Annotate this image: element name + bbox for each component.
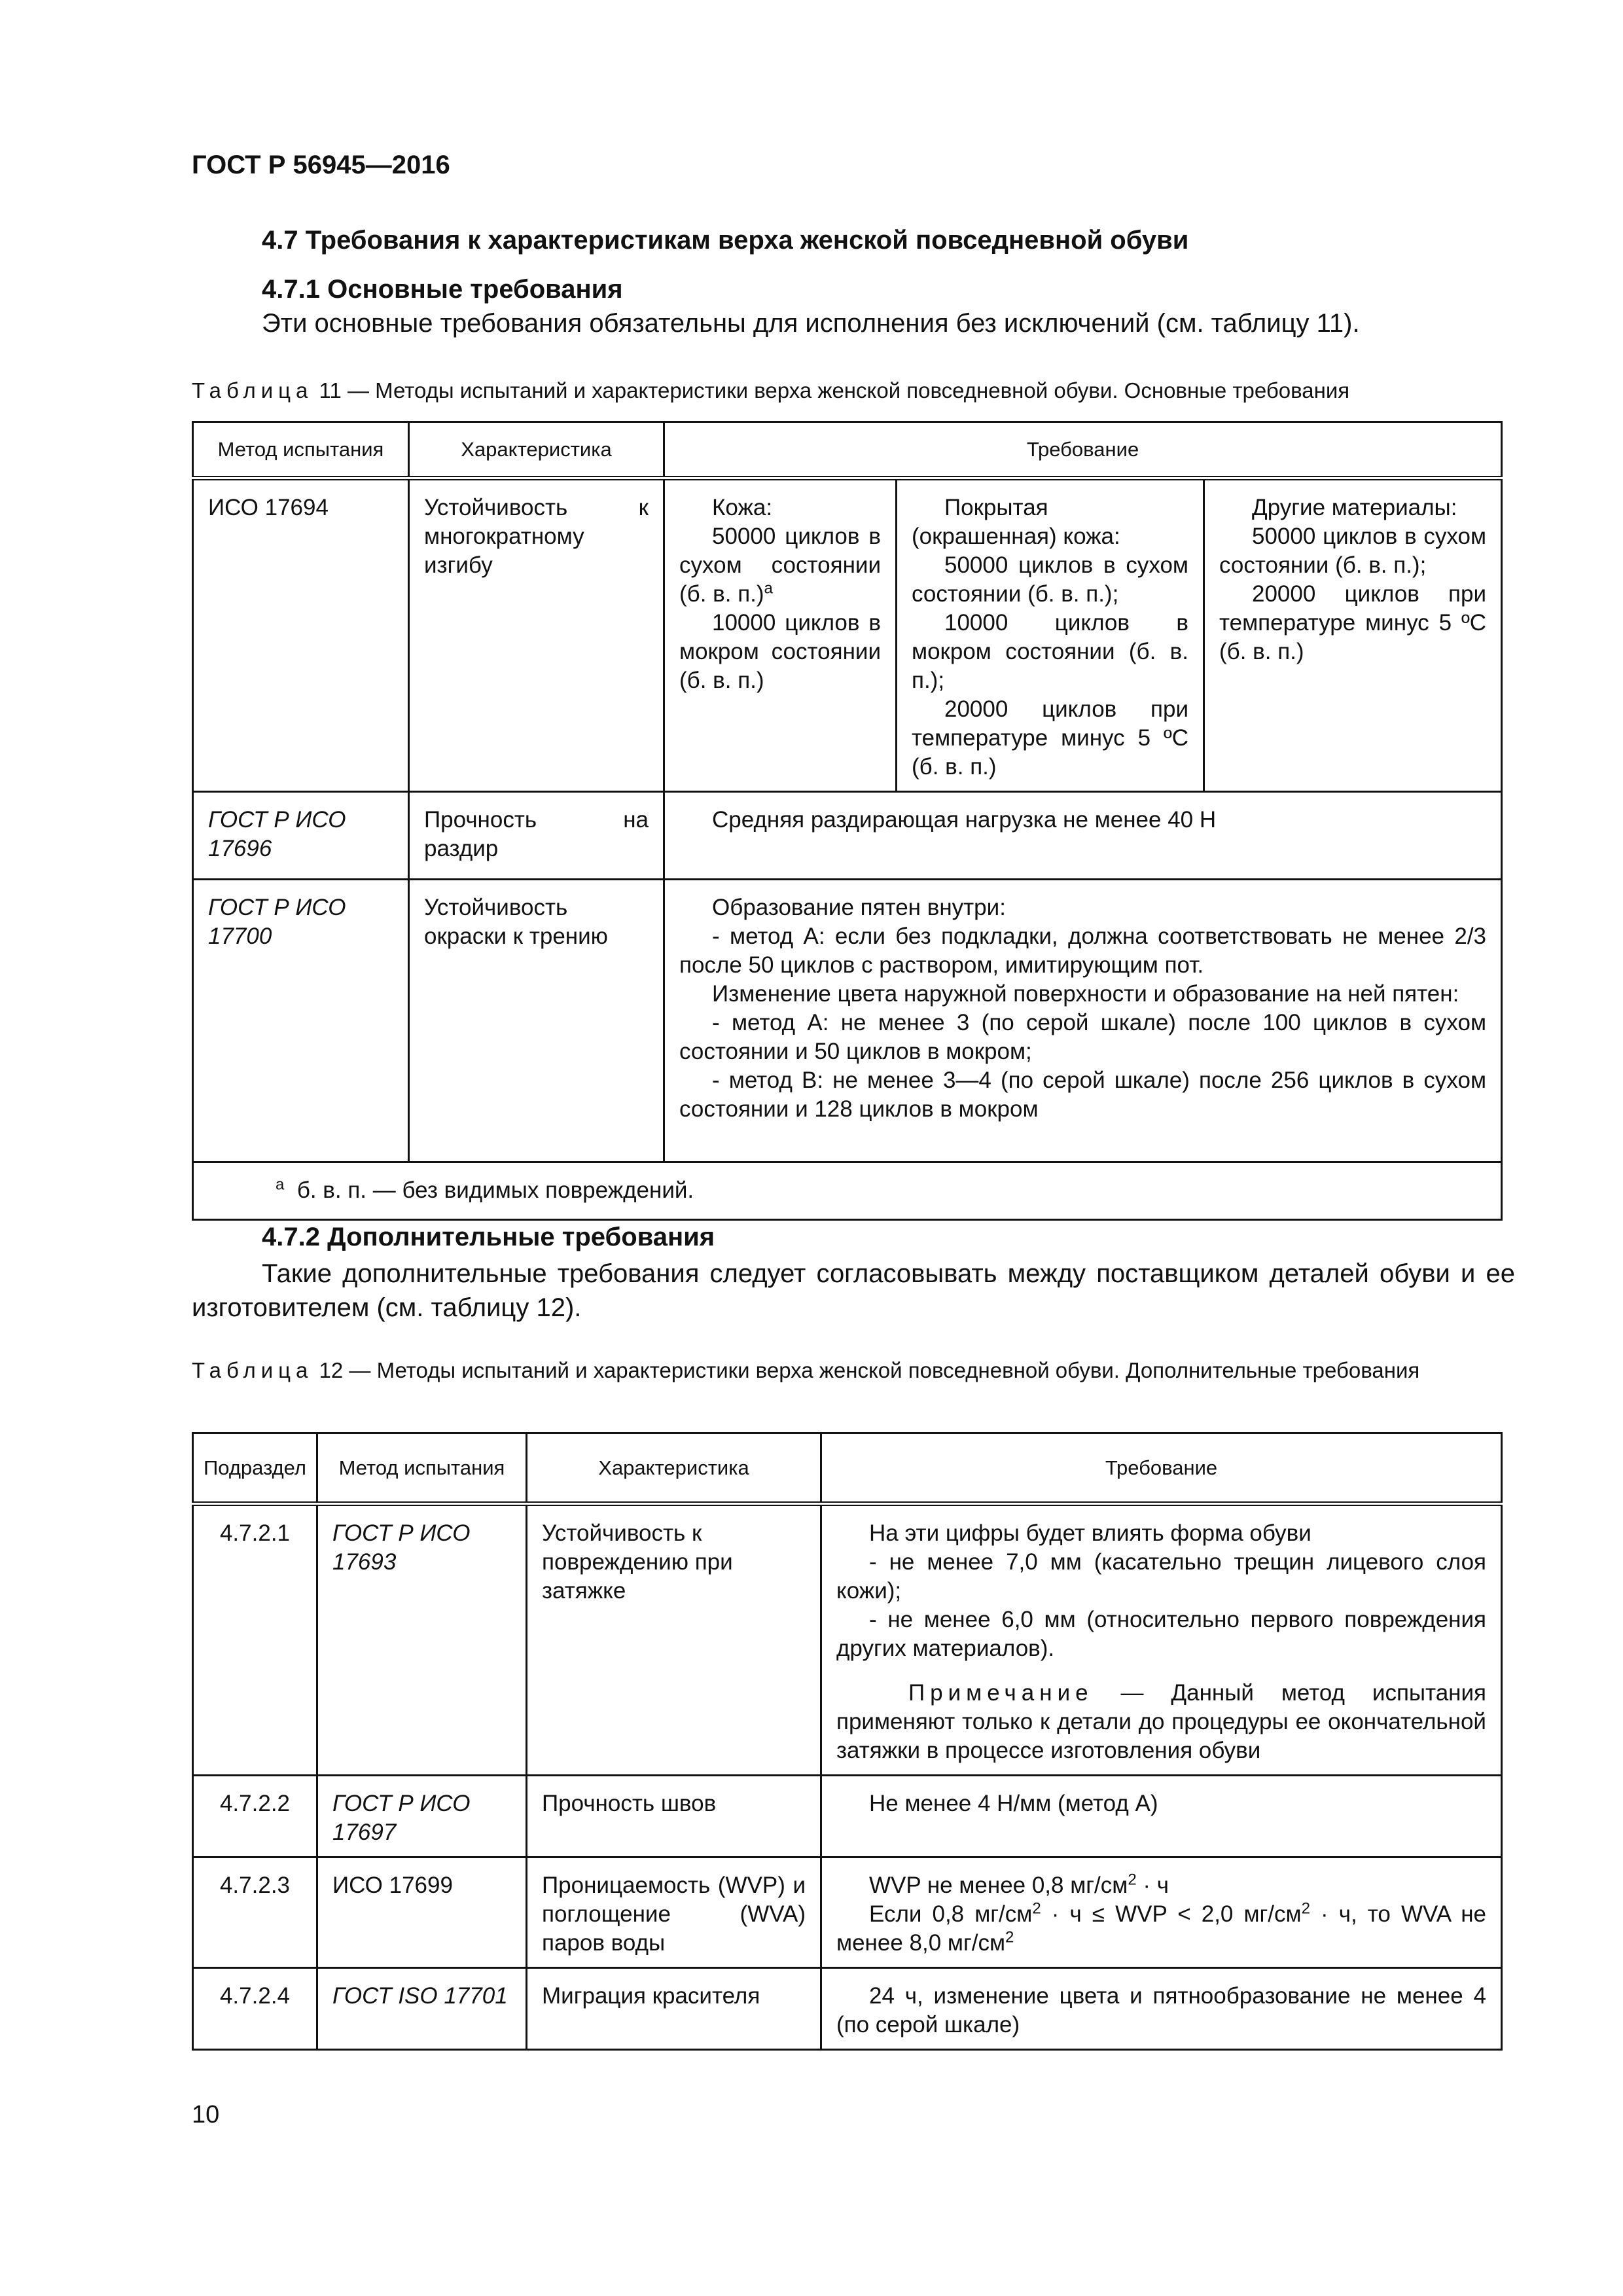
requirement-other-materials-cell: Другие материалы: 50000 циклов в сухом состоянии (б. в. п.); 20000 циклов при температуре минус 5 ºС (б. в. п.) [1204,478,1502,792]
table-11-footnote: $^а$ б. в. п. — без видимых повреждений. [193,1162,1502,1220]
section-4-7-1-title: 4.7.1 Основные требования [262,275,623,304]
table-12-header-subsection: Подраздел [193,1433,317,1504]
characteristic-cell: Прочность швов [527,1776,821,1857]
table-11-caption-text: 11 — Методы испытаний и характеристики верха женской повседневной обуви. Основные требования [313,378,1350,403]
requirement-leather-cell: Кожа: 50000 циклов в сухом состоянии (б. в. п.)$^а$ 10000 циклов в мокром состоянии (б. в. п.) [664,478,897,792]
method-cell: ГОСТ Р ИСО 17693 [317,1504,527,1776]
characteristic-cell: Прочность на раздир [409,792,664,880]
requirement-note: Примечание — Данный метод испытания применяют только к детали до процедуры ее окончательной затяжки в процессе изготовления обуви [836,1680,1486,1763]
requirement-cell: Не менее 4 Н/мм (метод А) [821,1776,1502,1857]
subsection-cell: 4.7.2.3 [193,1857,317,1968]
footnote-ref-mark: а [764,579,773,598]
table-row [193,1857,1502,1968]
method-cell: ИСО 17699 [317,1857,527,1968]
table-row [193,1968,1502,2050]
characteristic-cell: Устойчивость к повреждению при затяжке [527,1504,821,1776]
table-12-caption [192,1356,1515,1385]
requirement-cell: Средняя раздирающая нагрузка не менее 40 Н [664,792,1502,880]
table-12 [192,1432,1503,2051]
section-4-7-2-title: 4.7.2 Дополнительные требования [262,1223,715,1251]
section-4-7-2-text: Такие дополнительные требования следует согласовывать между поставщиком деталей обуви и ее изготовителем (см. таблицу 12). [192,1259,1515,1322]
subsection-cell: 4.7.2.4 [193,1968,317,2050]
method-cell: ИСО 17694 [193,478,409,792]
table-row [193,792,1502,880]
table-row [193,1504,1502,1776]
table-11-caption-label: Таблица [192,378,313,403]
table-11-header-characteristic: Характеристика [409,422,664,478]
characteristic-cell: Миграция красителя [527,1968,821,2050]
characteristic-cell: Устойчивость окраски к трению [409,880,664,1162]
requirement-cell: На эти цифры будет влиять форма обуви - не менее 7,0 мм (касательно трещин лицевого слоя кожи); - не менее 6,0 мм (относительно первого повреждения других материалов). Примечание — Данный метод испытания применяют только к детали до процедуры ее окончательной затяжки в процессе изготовления обуви [821,1504,1502,1776]
requirement-cell: 24 ч, изменение цвета и пятнообразование не менее 4 (по серой шкале) [821,1968,1502,2050]
table-11-caption [192,376,1515,405]
table-12-caption-label: Таблица [192,1358,313,1382]
document-header: ГОСТ Р 56945—2016 [192,151,450,179]
requirement-cell: WVP не менее 0,8 $мг/см^2 \cdot ч$ Если 0,8 $мг/см^2 \cdot ч$ ≤ WVP < 2,0 $мг/см^2 \cdot ч$, то WVA не менее 8,0 $мг/см^2$ [821,1857,1502,1968]
table-11 [192,421,1503,1221]
table-11-header-method: Метод испытания [193,422,409,478]
table-row [193,478,1502,792]
requirement-cell: Образование пятен внутри: - метод А: если без подкладки, должна соответствовать не менее 2/3 после 50 циклов с раствором, имитирующим пот. Изменение цвета наружной поверхности и образование на ней пятен: - метод А: не менее 3 (по серой шкале) после 100 циклов в сухом состоянии и 50 циклов в мокром; - метод В: не менее 3—4 (по серой шкале) после 256 циклов в сухом состоянии и 128 циклов в мокром [664,880,1502,1162]
requirement-coated-leather-cell: Покрытая (окрашенная) кожа: 50000 циклов в сухом состоянии (б. в. п.); 10000 циклов в мокром состоянии (б. в. п.); 20000 циклов при температуре минус 5 ºС (б. в. п.) [897,478,1204,792]
section-4-7-title: 4.7 Требования к характеристикам верха женской повседневной обуви [262,226,1189,255]
section-4-7-1-text: Эти основные требования обязательны для исполнения без исключений (см. таблицу 11). [262,309,1360,338]
table-row [193,880,1502,1162]
table-11-header-requirement: Требование [664,422,1502,478]
page-number: 10 [192,2101,220,2128]
method-cell: ГОСТ Р ИСО 17697 [317,1776,527,1857]
method-cell: ГОСТ Р ИСО 17696 [193,792,409,880]
table-12-header-method: Метод испытания [317,1433,527,1504]
subsection-cell: 4.7.2.2 [193,1776,317,1857]
table-12-header-characteristic: Характеристика [527,1433,821,1504]
method-cell: ГОСТ ISO 17701 [317,1968,527,2050]
table-12-caption-text: 12 — Методы испытаний и характеристики верха женской повседневной обуви. Дополнительные требования [313,1358,1420,1382]
subsection-cell: 4.7.2.1 [193,1504,317,1776]
table-footnote-row [193,1162,1502,1220]
characteristic-cell: Проницаемость (WVP) и поглощение (WVA) паров воды [527,1857,821,1968]
method-cell: ГОСТ Р ИСО 17700 [193,880,409,1162]
characteristic-cell: Устойчивость к многократному изгибу [409,478,664,792]
table-12-header-requirement: Требование [821,1433,1502,1504]
footnote-mark: а [276,1175,285,1194]
table-row [193,1776,1502,1857]
